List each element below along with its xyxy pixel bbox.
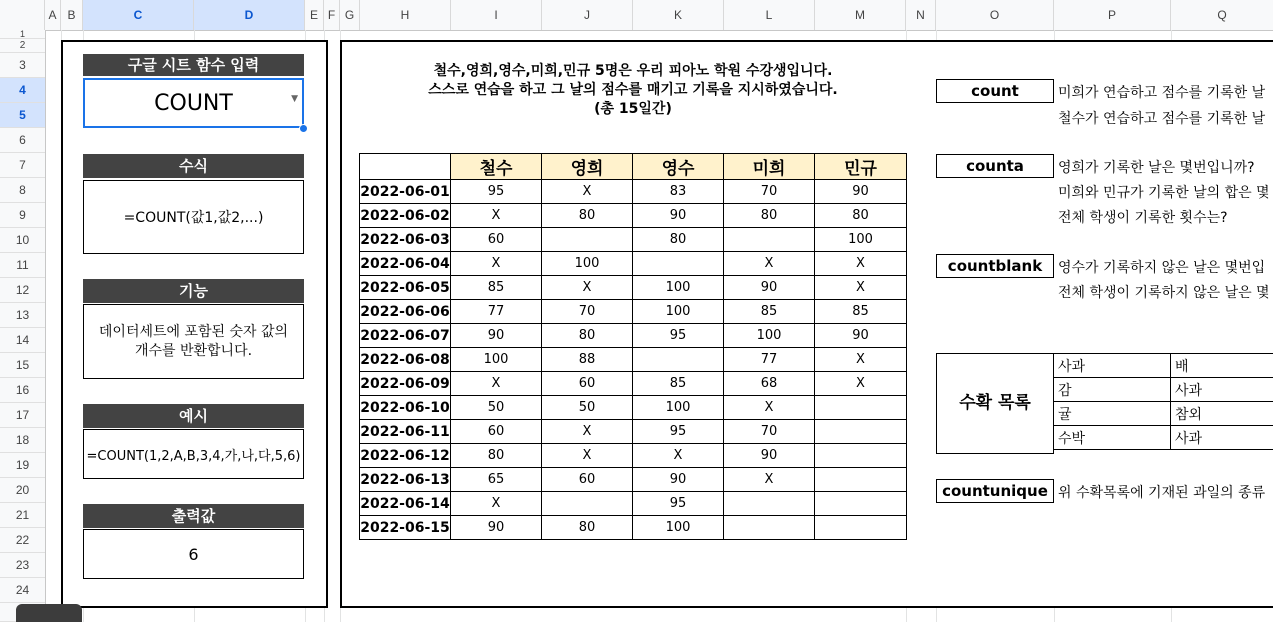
student-header: 영희	[542, 154, 633, 180]
fruit-row	[1054, 354, 1273, 378]
row-header[interactable]: 18	[0, 428, 45, 453]
date-cell[interactable]: 2022-06-10	[360, 396, 451, 420]
intro-text	[360, 62, 906, 119]
score-cell[interactable]: 95	[633, 492, 724, 516]
score-cell[interactable]: X	[724, 468, 815, 492]
example-box: =COUNT(1,2,A,B,3,4,가,나,다,5,6)	[83, 429, 304, 479]
formula-box: =COUNT(값1,값2,...)	[83, 180, 304, 254]
score-cell[interactable]	[724, 492, 815, 516]
counta-question-2: 미희와 민규가 기록한 날의 합은 몇	[1058, 185, 1270, 201]
function-input-title: 구글 시트 함수 입력	[83, 54, 304, 76]
row-header[interactable]: 10	[0, 228, 45, 253]
date-cell[interactable]: 2022-06-12	[360, 444, 451, 468]
fruit-row	[1054, 378, 1273, 402]
column-header-l[interactable]: L	[724, 0, 815, 30]
row-header[interactable]: 4	[0, 78, 45, 103]
function-description: 데이터세트에 포함된 숫자 값의 개수를 반환합니다.	[83, 304, 304, 379]
fruit-cell[interactable]: 감	[1054, 378, 1171, 402]
score-table-body	[360, 180, 907, 540]
score-cell[interactable]: X	[542, 444, 633, 468]
table-row	[360, 516, 907, 540]
student-header: 영수	[633, 154, 724, 180]
score-cell[interactable]: 90	[724, 276, 815, 300]
score-cell[interactable]: 90	[633, 204, 724, 228]
score-cell[interactable]: 100	[451, 348, 542, 372]
date-cell[interactable]: 2022-06-06	[360, 300, 451, 324]
column-header-p[interactable]: P	[1054, 0, 1171, 30]
row-header[interactable]: 17	[0, 403, 45, 428]
table-row	[360, 324, 907, 348]
score-cell[interactable]: 80	[724, 204, 815, 228]
column-header-g[interactable]: G	[340, 0, 360, 30]
column-header-m[interactable]: M	[815, 0, 906, 30]
score-cell[interactable]: 77	[724, 348, 815, 372]
table-row	[360, 372, 907, 396]
row-header[interactable]: 14	[0, 328, 45, 353]
student-header: 철수	[451, 154, 542, 180]
output-header: 출력값	[83, 504, 304, 528]
score-cell[interactable]: 80	[542, 324, 633, 348]
fruit-cell[interactable]: 수박	[1054, 426, 1171, 450]
score-cell[interactable]: 70	[542, 300, 633, 324]
score-cell[interactable]: 90	[633, 468, 724, 492]
score-cell[interactable]: 70	[724, 180, 815, 204]
formula-header: 수식	[83, 154, 304, 178]
fruit-list-body	[1054, 354, 1273, 450]
score-cell[interactable]: 85	[724, 300, 815, 324]
score-cell[interactable]: 95	[633, 324, 724, 348]
score-cell[interactable]: 80	[451, 444, 542, 468]
row-header[interactable]: 13	[0, 303, 45, 328]
row-header[interactable]: 1	[0, 30, 45, 39]
date-cell[interactable]: 2022-06-02	[360, 204, 451, 228]
countblank-question-2: 전체 학생이 기록하지 않은 날은 몇	[1058, 285, 1270, 301]
column-header-a[interactable]: A	[45, 0, 61, 30]
score-cell[interactable]	[542, 492, 633, 516]
score-cell[interactable]: X	[815, 372, 907, 396]
score-cell[interactable]: 65	[451, 468, 542, 492]
table-row	[360, 252, 907, 276]
score-table	[359, 153, 907, 540]
score-cell[interactable]: 80	[542, 204, 633, 228]
intro-line-3: (총 15일간)	[594, 101, 672, 117]
date-cell[interactable]: 2022-06-13	[360, 468, 451, 492]
score-cell[interactable]: 50	[451, 396, 542, 420]
date-cell[interactable]: 2022-06-15	[360, 516, 451, 540]
row-header[interactable]: 8	[0, 178, 45, 203]
score-cell[interactable]: 80	[542, 516, 633, 540]
table-row	[360, 492, 907, 516]
score-table-header-row	[360, 154, 907, 180]
column-header-f[interactable]: F	[324, 0, 340, 30]
row-header[interactable]: 22	[0, 528, 45, 553]
score-cell[interactable]: 88	[542, 348, 633, 372]
date-cell[interactable]: 2022-06-09	[360, 372, 451, 396]
column-header-d[interactable]: D	[194, 0, 305, 30]
table-row	[360, 228, 907, 252]
fruit-row	[1054, 402, 1273, 426]
column-header-k[interactable]: K	[633, 0, 724, 30]
table-row	[360, 204, 907, 228]
row-header[interactable]: 2	[0, 39, 45, 53]
table-row	[360, 348, 907, 372]
row-header[interactable]: 7	[0, 153, 45, 178]
counta-question-3: 전체 학생이 기록한 횟수는?	[1058, 210, 1228, 226]
fruit-list-label: 수확 목록	[936, 353, 1054, 454]
counta-label: counta	[936, 154, 1054, 178]
score-cell[interactable]: 80	[815, 204, 907, 228]
fruit-cell[interactable]: 사과	[1171, 426, 1273, 450]
fruit-list-table	[1053, 353, 1273, 450]
fruit-cell[interactable]: 사과	[1171, 378, 1273, 402]
column-header-h[interactable]: H	[360, 0, 451, 30]
score-cell[interactable]: X	[451, 252, 542, 276]
score-cell[interactable]	[815, 444, 907, 468]
countblank-label: countblank	[936, 254, 1054, 278]
score-cell[interactable]: 100	[724, 324, 815, 348]
score-cell[interactable]: 85	[815, 300, 907, 324]
date-cell[interactable]: 2022-06-04	[360, 252, 451, 276]
score-cell[interactable]: 85	[633, 372, 724, 396]
output-box: 6	[83, 529, 304, 579]
score-cell[interactable]: 90	[451, 324, 542, 348]
row-header[interactable]: 12	[0, 278, 45, 303]
score-cell[interactable]: X	[542, 276, 633, 300]
fruit-cell[interactable]: 참외	[1171, 402, 1273, 426]
score-cell[interactable]: X	[815, 252, 907, 276]
score-cell[interactable]: 70	[724, 420, 815, 444]
column-header-e[interactable]: E	[305, 0, 324, 30]
intro-line-1: 철수,영희,영수,미희,민규 5명은 우리 피아노 학원 수강생입니다.	[433, 63, 833, 79]
selected-function: COUNT	[154, 90, 233, 116]
score-cell[interactable]: 77	[451, 300, 542, 324]
score-cell[interactable]	[633, 348, 724, 372]
score-cell[interactable]: 95	[633, 420, 724, 444]
countunique-question-1: 위 수확목록에 기재된 과일의 종류	[1058, 485, 1266, 501]
example-header: 예시	[83, 404, 304, 428]
count-question-2: 철수가 연습하고 점수를 기록한 날	[1058, 111, 1266, 127]
date-cell[interactable]: 2022-06-11	[360, 420, 451, 444]
table-row	[360, 300, 907, 324]
table-row	[360, 444, 907, 468]
score-cell[interactable]: X	[542, 180, 633, 204]
student-header: 민규	[815, 154, 907, 180]
row-header[interactable]: 21	[0, 503, 45, 528]
column-header-bar	[0, 0, 1273, 31]
score-cell[interactable]: X	[724, 396, 815, 420]
row-header[interactable]: 24	[0, 578, 45, 603]
score-cell[interactable]: 60	[451, 420, 542, 444]
score-cell[interactable]	[815, 396, 907, 420]
column-header-c[interactable]: C	[83, 0, 194, 30]
fruit-cell[interactable]: 귤	[1054, 402, 1171, 426]
score-cell[interactable]	[815, 468, 907, 492]
score-cell[interactable]	[724, 228, 815, 252]
table-row	[360, 396, 907, 420]
fruit-row	[1054, 426, 1273, 450]
fruit-cell[interactable]: 배	[1171, 354, 1273, 378]
score-cell[interactable]: X	[815, 348, 907, 372]
column-header-o[interactable]: O	[936, 0, 1054, 30]
row-header[interactable]: 3	[0, 53, 45, 78]
score-cell[interactable]: X	[633, 444, 724, 468]
row-header[interactable]: 5	[0, 103, 45, 128]
date-cell[interactable]: 2022-06-14	[360, 492, 451, 516]
row-header[interactable]: 20	[0, 478, 45, 503]
chevron-down-icon[interactable]: ▼	[291, 94, 298, 104]
score-cell[interactable]: 95	[451, 180, 542, 204]
column-header-i[interactable]: I	[451, 0, 542, 30]
score-cell[interactable]: 50	[542, 396, 633, 420]
fruit-cell[interactable]: 사과	[1054, 354, 1171, 378]
score-cell[interactable]: 90	[815, 324, 907, 348]
row-header[interactable]: 23	[0, 553, 45, 578]
function-header: 기능	[83, 279, 304, 303]
student-header: 미희	[724, 154, 815, 180]
function-select-dropdown[interactable]	[83, 78, 304, 128]
row-header-bar	[0, 30, 46, 622]
row-header[interactable]: 19	[0, 453, 45, 478]
score-cell[interactable]: X	[724, 252, 815, 276]
score-cell[interactable]: X	[451, 372, 542, 396]
row-header[interactable]: 11	[0, 253, 45, 278]
score-cell[interactable]	[815, 516, 907, 540]
sheet-tab[interactable]	[16, 604, 82, 622]
date-cell[interactable]: 2022-06-01	[360, 180, 451, 204]
score-cell[interactable]: X	[815, 276, 907, 300]
countunique-label: countunique	[936, 479, 1054, 503]
date-cell[interactable]: 2022-06-08	[360, 348, 451, 372]
date-cell[interactable]: 2022-06-07	[360, 324, 451, 348]
score-cell[interactable]: X	[451, 204, 542, 228]
score-cell[interactable]	[815, 420, 907, 444]
column-header-q[interactable]: Q	[1217, 8, 1227, 22]
date-cell[interactable]: 2022-06-05	[360, 276, 451, 300]
selection-fill-handle[interactable]	[299, 124, 308, 133]
score-cell[interactable]	[815, 492, 907, 516]
score-cell[interactable]: X	[542, 420, 633, 444]
score-cell[interactable]: 100	[633, 300, 724, 324]
column-header-j[interactable]: J	[542, 0, 633, 30]
table-row	[360, 180, 907, 204]
row-header[interactable]: 15	[0, 353, 45, 378]
score-cell[interactable]	[724, 516, 815, 540]
table-row	[360, 420, 907, 444]
counta-question-1: 영희가 기록한 날은 몇번입니까?	[1058, 160, 1255, 176]
score-cell[interactable]: 60	[542, 372, 633, 396]
score-cell[interactable]: 80	[633, 228, 724, 252]
table-corner-cell	[360, 154, 451, 180]
column-header-n[interactable]: N	[906, 0, 936, 30]
intro-line-2: 스스로 연습을 하고 그 날의 점수를 매기고 기록을 지시하였습니다.	[428, 82, 838, 98]
score-cell[interactable]: 68	[724, 372, 815, 396]
row-header[interactable]: 6	[0, 128, 45, 153]
count-question-1: 미희가 연습하고 점수를 기록한 날	[1058, 85, 1266, 101]
score-cell[interactable]: 83	[633, 180, 724, 204]
row-header[interactable]: 9	[0, 203, 45, 228]
count-label: count	[936, 79, 1054, 103]
score-cell[interactable]: 90	[451, 516, 542, 540]
column-header-b[interactable]: B	[61, 0, 83, 30]
score-cell[interactable]: 85	[451, 276, 542, 300]
score-cell[interactable]: 100	[815, 228, 907, 252]
date-cell[interactable]: 2022-06-03	[360, 228, 451, 252]
score-cell[interactable]: 90	[724, 444, 815, 468]
table-row	[360, 468, 907, 492]
score-cell[interactable]: 100	[542, 252, 633, 276]
score-cell[interactable]: 90	[815, 180, 907, 204]
score-cell[interactable]: X	[451, 492, 542, 516]
row-header[interactable]: 16	[0, 378, 45, 403]
score-cell[interactable]	[633, 252, 724, 276]
score-cell[interactable]: 60	[451, 228, 542, 252]
table-row	[360, 276, 907, 300]
countblank-question-1: 영수가 기록하지 않은 날은 몇번입	[1058, 260, 1266, 276]
score-cell[interactable]: 60	[542, 468, 633, 492]
score-cell[interactable]: 100	[633, 276, 724, 300]
select-all-corner[interactable]	[0, 0, 45, 30]
score-cell[interactable]: 100	[633, 516, 724, 540]
score-cell[interactable]	[542, 228, 633, 252]
score-cell[interactable]: 100	[633, 396, 724, 420]
